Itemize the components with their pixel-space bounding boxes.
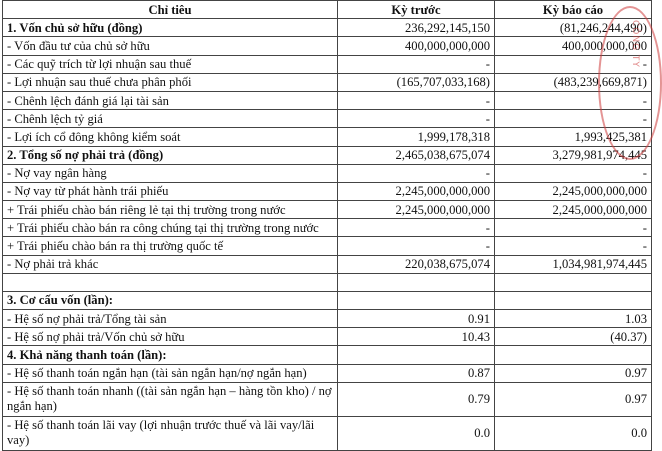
row-label: + Trái phiếu chào bán ra công chúng tại thị trường trong nước (3, 219, 338, 237)
row-curr-value: - (495, 164, 652, 182)
row-curr-value (495, 346, 652, 364)
row-curr-value: 0.97 (495, 382, 652, 416)
table-row (3, 364, 652, 382)
row-prev-value: 220,038,675,074 (338, 255, 495, 273)
table-row (3, 416, 652, 450)
table-row (3, 164, 652, 182)
row-curr-value: 400,000,000,000 (495, 37, 652, 55)
row-prev-value: - (338, 91, 495, 109)
row-curr-value: 0.97 (495, 364, 652, 382)
table-row (3, 37, 652, 55)
row-prev-value (338, 291, 495, 309)
row-label: - Hệ số thanh toán nhanh ((tài sản ngắn hạn – hàng tồn kho) / nợ ngắn hạn) (3, 382, 338, 416)
row-label: - Hệ số thanh toán ngắn hạn (tài sản ngắn hạn/nợ ngắn hạn) (3, 364, 338, 382)
row-prev-value: 2,465,038,675,074 (338, 146, 495, 164)
table-row-blank (3, 273, 652, 291)
row-prev-value: 0.91 (338, 310, 495, 328)
table-row-equity (3, 19, 652, 37)
row-prev-value: - (338, 219, 495, 237)
row-prev-value: 0.0 (338, 416, 495, 450)
row-curr-value: (81,246,244,490) (495, 19, 652, 37)
row-label: - Lợi nhuận sau thuế chưa phân phối (3, 73, 338, 91)
table-row (3, 91, 652, 109)
row-curr-value: - (495, 219, 652, 237)
row-label: - Nợ phải trả khác (3, 255, 338, 273)
row-label: - Hệ số thanh toán lãi vay (lợi nhuận trước thuế và lãi vay/lãi vay) (3, 416, 338, 450)
row-label: 2. Tổng số nợ phải trả (đồng) (3, 146, 338, 164)
row-curr-value: (40.37) (495, 328, 652, 346)
row-prev-value: 236,292,145,150 (338, 19, 495, 37)
table-row (3, 310, 652, 328)
row-label: - Nợ vay từ phát hành trái phiếu (3, 182, 338, 200)
row-curr-value (495, 291, 652, 309)
row-label: - Hệ số nợ phải trả/Tổng tài sản (3, 310, 338, 328)
table-row (3, 182, 652, 200)
company-seal-text: CÔNG TY (630, 20, 640, 68)
row-prev-value: - (338, 164, 495, 182)
row-curr-value: 0.0 (495, 416, 652, 450)
row-label: 4. Khả năng thanh toán (lần): (3, 346, 338, 364)
row-curr-value: 1,034,981,974,445 (495, 255, 652, 273)
row-label: - Chênh lệch đánh giá lại tài sản (3, 91, 338, 109)
row-prev-value (338, 346, 495, 364)
row-label: - Các quỹ trích từ lợi nhuận sau thuế (3, 55, 338, 73)
table-row-liabilities (3, 146, 652, 164)
table-row (3, 55, 652, 73)
row-prev-value: - (338, 110, 495, 128)
table-row-capital-structure (3, 291, 652, 309)
row-curr-value: - (495, 237, 652, 255)
table-row-solvency (3, 346, 652, 364)
row-prev-value: 0.79 (338, 382, 495, 416)
row-prev-value: 2,245,000,000,000 (338, 182, 495, 200)
table-row (3, 73, 652, 91)
row-prev-value: - (338, 237, 495, 255)
row-curr-value: 2,245,000,000,000 (495, 201, 652, 219)
row-curr-value: 3,279,981,974,445 (495, 146, 652, 164)
table-row (3, 201, 652, 219)
financial-indicators-table (2, 0, 652, 451)
row-prev-value (338, 273, 495, 291)
row-label: - Vốn đầu tư của chủ sở hữu (3, 37, 338, 55)
row-label: - Nợ vay ngân hàng (3, 164, 338, 182)
table-row (3, 128, 652, 146)
row-label: - Hệ số nợ phải trả/Vốn chủ sở hữu (3, 328, 338, 346)
row-label: - Chênh lệch tỷ giá (3, 110, 338, 128)
row-prev-value: 0.87 (338, 364, 495, 382)
row-prev-value: 1,999,178,318 (338, 128, 495, 146)
row-curr-value: - (495, 55, 652, 73)
row-label: 3. Cơ cấu vốn (lần): (3, 291, 338, 309)
row-label: + Trái phiếu chào bán ra thị trường quốc tế (3, 237, 338, 255)
row-curr-value (495, 273, 652, 291)
header-indicator: Chỉ tiêu (3, 1, 338, 19)
row-prev-value: 10.43 (338, 328, 495, 346)
row-prev-value: (165,707,033,168) (338, 73, 495, 91)
header-previous-period: Kỳ trước (338, 1, 495, 19)
row-label: 1. Vốn chủ sở hữu (đồng) (3, 19, 338, 37)
header-reporting-period: Kỳ báo cáo (495, 1, 652, 19)
row-curr-value: 1.03 (495, 310, 652, 328)
table-row (3, 237, 652, 255)
row-prev-value: 2,245,000,000,000 (338, 201, 495, 219)
row-curr-value: (483,239,669,871) (495, 73, 652, 91)
row-curr-value: - (495, 91, 652, 109)
table-row (3, 110, 652, 128)
row-label (3, 273, 338, 291)
table-row (3, 255, 652, 273)
table-row (3, 328, 652, 346)
row-curr-value: 2,245,000,000,000 (495, 182, 652, 200)
row-curr-value: - (495, 110, 652, 128)
row-prev-value: - (338, 55, 495, 73)
table-row (3, 219, 652, 237)
row-curr-value: 1,993,425,381 (495, 128, 652, 146)
row-label: + Trái phiếu chào bán riêng lẻ tại thị trường trong nước (3, 201, 338, 219)
table-row (3, 382, 652, 416)
table-header-row (3, 1, 652, 19)
row-label: - Lợi ích cổ đông không kiểm soát (3, 128, 338, 146)
row-prev-value: 400,000,000,000 (338, 37, 495, 55)
